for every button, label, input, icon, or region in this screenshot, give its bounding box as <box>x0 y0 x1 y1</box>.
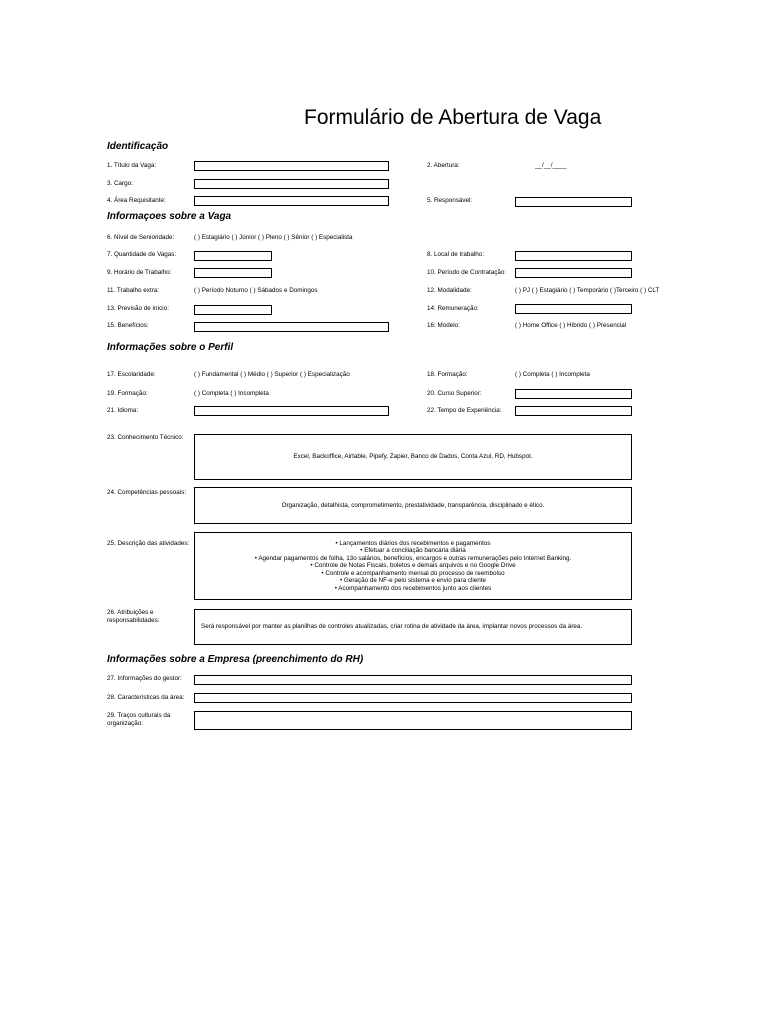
conhecimento-tecnico-value: Excel, Backoffice, Airtable, Pipefy, Zapier, Banco de Dados, Conta Azul, RD, Hubspot. <box>293 453 533 461</box>
atribuicoes-value: Será responsável por manter as planilhas de controles atualizadas, criar rotina de atividade da área, implantar novos processos da área. <box>201 623 583 631</box>
previsao-inicio-field[interactable] <box>194 305 272 315</box>
list-item: • Controle de Notas Fiscais, boletos e demais arquivos e no Google Drive <box>310 562 516 570</box>
label-idioma: 21. Idioma: <box>107 407 139 414</box>
list-item: • Geração de NF-e pelo sistema e envio para cliente <box>339 577 487 585</box>
section-heading-identificacao: Identificação <box>107 141 169 152</box>
list-item: • Agendar pagamentos de folha, 13o salários, benefícios, encargos e outras remunerações pelo Internet Banking. <box>254 554 572 562</box>
section-heading-perfil: Informações sobre o Perfil <box>107 342 234 353</box>
caracteristicas-area-field[interactable] <box>194 693 632 703</box>
section-heading-empresa: Informações sobre a Empresa (preenchimento do RH) <box>107 654 364 665</box>
cargo-field[interactable] <box>194 179 389 189</box>
label-senioridade: 6. Nível de Senioridade: <box>107 234 175 241</box>
beneficios-field[interactable] <box>194 322 389 332</box>
label-trabalho-extra: 11. Trabalho extra: <box>107 287 160 294</box>
label-conhecimento-tecnico: 23. Conhecimento Técnico: <box>107 434 184 441</box>
atribuicoes-field[interactable] <box>194 609 632 645</box>
informacoes-gestor-field[interactable] <box>194 675 632 685</box>
label-escolaridade: 17. Escolaridade: <box>107 371 156 378</box>
label-previsao-inicio: 13. Previsão de início: <box>107 305 169 312</box>
label-local-trabalho: 8. Local de trabalho: <box>427 251 485 258</box>
list-item: • Acompanhamento dos recebimentos junto aos clientes <box>334 584 492 592</box>
curso-superior-field[interactable] <box>515 389 632 399</box>
conhecimento-tecnico-field[interactable] <box>194 434 632 480</box>
horario-trabalho-field[interactable] <box>194 268 272 278</box>
label-modelo: 16: Modelo: <box>427 322 460 329</box>
atividades-list <box>255 540 572 593</box>
titulo-vaga-field[interactable] <box>194 161 389 171</box>
formacao-18-options[interactable]: ( ) Completa ( ) Incompleta <box>515 371 590 378</box>
label-modalidade: 12. Modalidade: <box>427 287 472 294</box>
abertura-date-value[interactable]: __/__/____ <box>535 162 567 169</box>
label-area-requisitante: 4. Área Requisitante: <box>107 197 166 204</box>
senioridade-options[interactable]: ( ) Estagiário ( ) Júnior ( ) Pleno ( ) Sênior ( ) Especialista <box>194 234 353 241</box>
label-remuneracao: 14: Remuneração: <box>427 305 479 312</box>
label-responsavel: 5. Responsável: <box>427 197 473 204</box>
label-cargo: 3. Cargo: <box>107 180 133 187</box>
label-curso-superior: 20. Curso Superior: <box>427 390 482 397</box>
area-requisitante-field[interactable] <box>194 196 389 206</box>
modalidade-options[interactable]: ( ) PJ ( ) Estagiário ( ) Temporário ( )Terceiro ( ) CLT <box>515 287 660 294</box>
tempo-experiencia-field[interactable] <box>515 406 632 416</box>
quantidade-vagas-field[interactable] <box>194 251 272 261</box>
label-tracos-culturais: 29. Traços culturais da organização: <box>107 712 171 727</box>
label-caracteristicas-area: 28. Características da área: <box>107 694 185 701</box>
label-descricao-atividades: 25. Descrição das atividades: <box>107 540 190 547</box>
tracos-culturais-field[interactable] <box>194 711 632 730</box>
label-horario-trabalho: 9. Horário de Trabalho: <box>107 269 172 276</box>
label-tempo-experiencia: 22. Tempo de Experiência: <box>427 407 502 414</box>
escolaridade-options[interactable]: ( ) Fundamental ( ) Médio ( ) Superior ( ) Especialização <box>194 371 350 378</box>
page-title: Formulário de Abertura de Vaga <box>304 106 602 129</box>
trabalho-extra-options[interactable]: ( ) Período Noturno ( ) Sábados e Domingos <box>194 287 318 294</box>
label-formacao-18: 18. Formação: <box>427 371 468 378</box>
modelo-options[interactable]: ( ) Home Office ( ) Híbrido ( ) Presencial <box>515 322 627 329</box>
label-competencias-pessoais: 24. Competências pessoais: <box>107 489 187 496</box>
label-informacoes-gestor: 27. Informações do gestor: <box>107 675 182 682</box>
competencias-pessoais-value: Organização, detalhista, comprometimento, prestatividade, transparência, disciplinado e ético. <box>281 501 545 509</box>
remuneracao-field[interactable] <box>515 304 632 314</box>
idioma-field[interactable] <box>194 406 389 416</box>
local-trabalho-field[interactable] <box>515 251 632 261</box>
label-abertura: 2. Abertura: <box>427 162 460 169</box>
label-quantidade-vagas: 7. Quantidade de Vagas: <box>107 251 177 258</box>
label-beneficios: 15. Benefícios: <box>107 322 149 329</box>
responsavel-field[interactable] <box>515 197 632 207</box>
competencias-pessoais-field[interactable] <box>194 487 632 524</box>
formacao-19-options[interactable]: ( ) Completa ( ) Incompleta <box>194 390 269 397</box>
list-item: • Lançamentos diários dos recebimentos e pagamentos <box>335 539 491 547</box>
periodo-contratacao-field[interactable] <box>515 268 632 278</box>
section-heading-vaga: Informaçoes sobre a Vaga <box>107 211 232 222</box>
label-formacao-19: 19. Formação: <box>107 390 148 397</box>
list-item: • Controle e acompanhamento mensal do processo de reembolso <box>321 569 505 577</box>
label-periodo-contratacao: 10. Período de Contratação: <box>427 269 507 276</box>
list-item: • Efetuar a conciliação bancária diária <box>360 547 466 555</box>
label-titulo-vaga: 1. Título da Vaga: <box>107 162 157 169</box>
descricao-atividades-field[interactable] <box>194 532 632 600</box>
label-atribuicoes: 26. Atribuições e responsabilidades: <box>107 609 160 624</box>
